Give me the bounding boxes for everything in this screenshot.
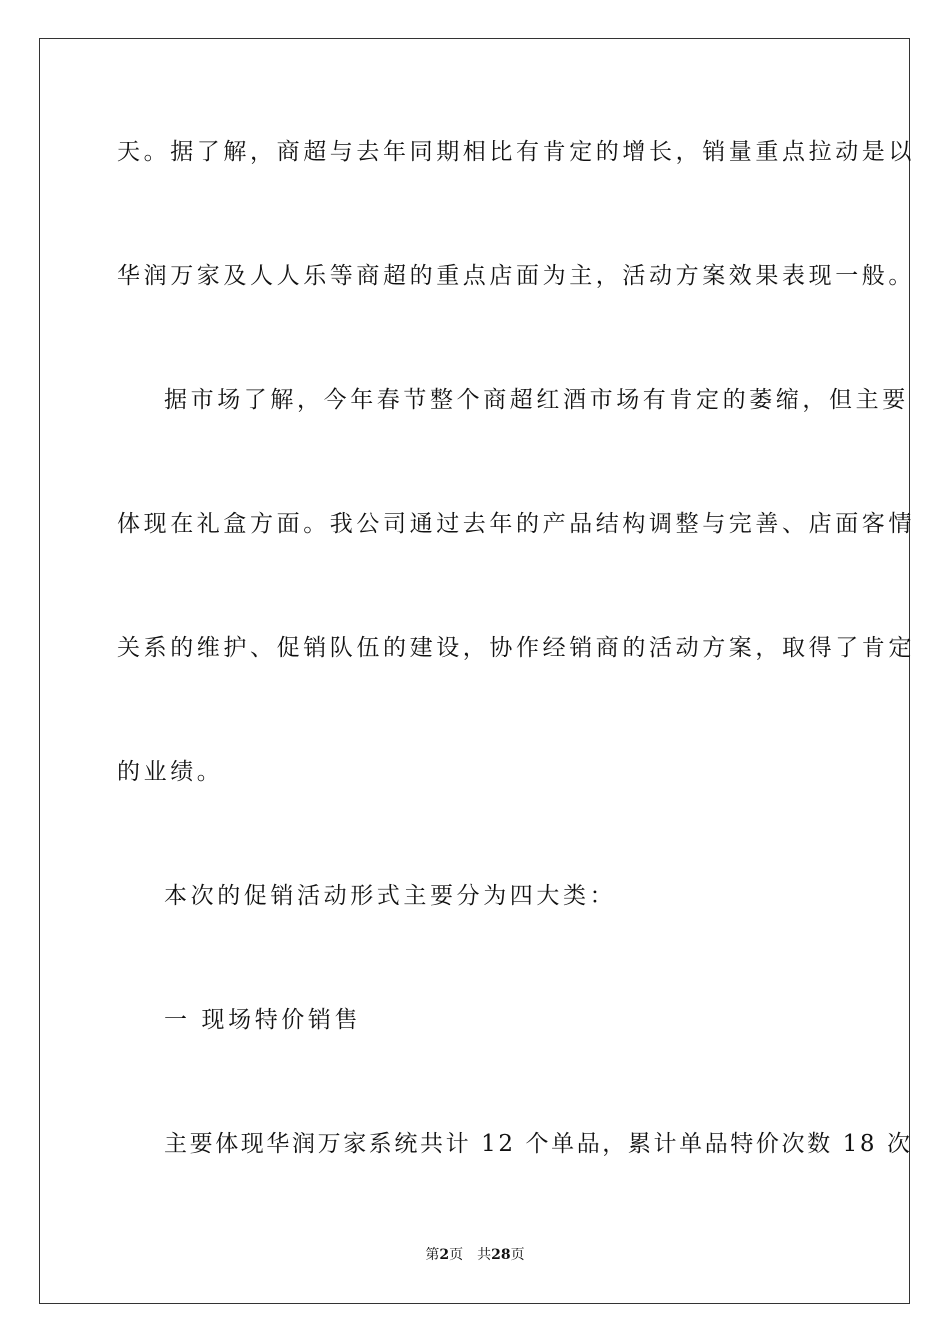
- section-heading: 一 现场特价销售: [164, 1007, 362, 1033]
- footer-total-pages: 28: [491, 1247, 511, 1263]
- page-border: [39, 38, 915, 1304]
- page-footer: [0, 1246, 950, 1264]
- text-line-3: 据市场了解，今年春节整个商超红酒市场有肯定的萎缩，但主要: [164, 387, 909, 413]
- footer-total-suffix: 页: [510, 1247, 525, 1263]
- text-line-4: 体现在礼盒方面。我公司通过去年的产品结构调整与完善、店面客情: [117, 511, 915, 537]
- footer-page-number: 2: [439, 1247, 450, 1263]
- footer-page-suffix: 页: [449, 1247, 464, 1263]
- text-line-7: 本次的促销活动形式主要分为四大类：: [164, 883, 617, 909]
- text-line-9: 主要体现华润万家系统共计 12 个单品，累计单品特价次数 18 次: [164, 1131, 913, 1157]
- footer-total-prefix: 共: [477, 1247, 492, 1263]
- footer-page-prefix: 第: [425, 1247, 440, 1263]
- text-line-5: 关系的维护、促销队伍的建设，协作经销商的活动方案，取得了肯定: [117, 635, 915, 661]
- text-line-1: 天。据了解，商超与去年同期相比有肯定的增长，销量重点拉动是以: [117, 139, 915, 165]
- text-line-6: 的业绩。: [117, 759, 224, 785]
- text-line-2: 华润万家及人人乐等商超的重点店面为主，活动方案效果表现一般。: [117, 263, 915, 289]
